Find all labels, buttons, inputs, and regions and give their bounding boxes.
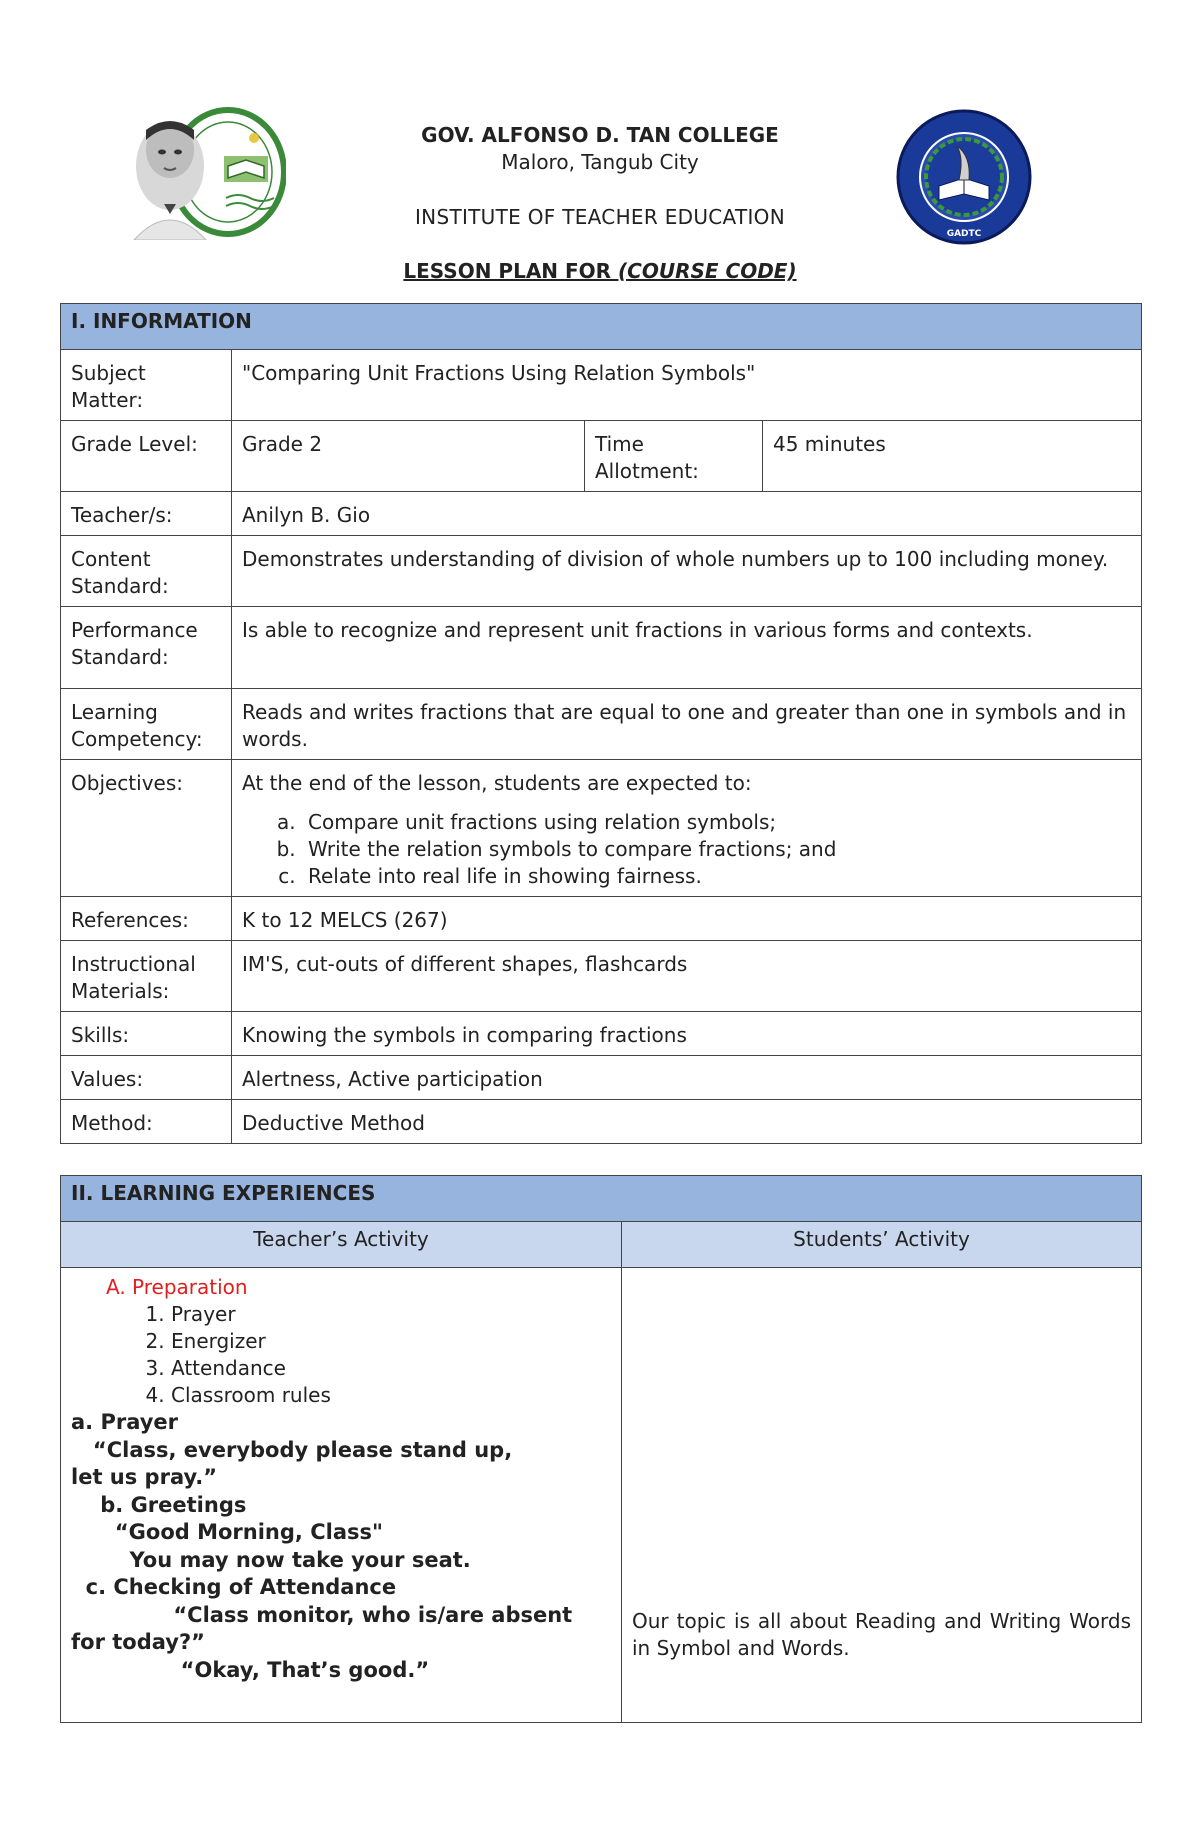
content-standard-value: Demonstrates understanding of division of whole numbers up to 100 including money. xyxy=(232,536,1142,607)
script-line: b. Greetings xyxy=(71,1492,247,1517)
teacher-education-seal-icon xyxy=(893,108,1035,246)
preparation-item: 1. Prayer xyxy=(171,1301,611,1328)
script-line: a. Prayer xyxy=(71,1410,179,1434)
lesson-plan-prefix: LESSON PLAN FOR xyxy=(403,259,619,283)
learning-experiences-heading: II. LEARNING EXPERIENCES xyxy=(61,1176,1142,1222)
method-value: Deductive Method xyxy=(232,1100,1142,1144)
information-table xyxy=(60,303,1142,1144)
materials-value: IM'S, cut-outs of different shapes, flashcards xyxy=(232,941,1142,1012)
college-address: Maloro, Tangub City xyxy=(501,150,699,174)
skills-label: Skills: xyxy=(61,1012,232,1056)
information-heading: I. INFORMATION xyxy=(61,304,1142,350)
objective-item: b. Write the relation symbols to compare fractions; and xyxy=(302,836,1131,863)
objectives-intro: At the end of the lesson, students are expected to: xyxy=(242,771,752,795)
preparation-item: 2. Energizer xyxy=(171,1328,611,1355)
objective-item: a. Compare unit fractions using relation symbols; xyxy=(302,809,1131,836)
teacher-activity-header: Teacher’s Activity xyxy=(61,1222,622,1268)
method-label: Method: xyxy=(61,1100,232,1144)
script-line: You may now take your seat. xyxy=(71,1547,471,1572)
script-line: c. Checking of Attendance xyxy=(71,1575,397,1599)
teachers-label: Teacher/s: xyxy=(61,492,232,536)
references-value: K to 12 MELCS (267) xyxy=(232,897,1142,941)
grade-level-value: Grade 2 xyxy=(232,421,585,492)
course-code: (COURSE CODE) xyxy=(618,259,797,283)
objectives-list xyxy=(242,809,1131,890)
materials-label: Instructional Materials: xyxy=(61,941,232,1012)
performance-standard-value: Is able to recognize and represent unit fractions in various forms and contexts. xyxy=(232,607,1142,689)
time-allotment-label: Time Allotment: xyxy=(585,421,763,492)
svg-text:GADTC: GADTC xyxy=(946,229,982,239)
values-value: Alertness, Active participation xyxy=(232,1056,1142,1100)
script-line: let us pray.” xyxy=(71,1465,218,1489)
students-activity-header: Students’ Activity xyxy=(622,1222,1142,1268)
college-name: GOV. ALFONSO D. TAN COLLEGE xyxy=(421,123,779,147)
teacher-activity-cell xyxy=(61,1268,622,1723)
preparation-heading: A. Preparation xyxy=(106,1275,248,1299)
references-label: References: xyxy=(61,897,232,941)
content-standard-label: Content Standard: xyxy=(61,536,232,607)
lesson-plan-title xyxy=(0,259,1200,283)
learning-competency-value: Reads and writes fractions that are equal to one and greater than one in symbols and in words. xyxy=(232,689,1142,760)
script-line: “Good Morning, Class" xyxy=(71,1520,383,1544)
values-label: Values: xyxy=(61,1056,232,1100)
script-line: “Okay, That’s good.” xyxy=(71,1657,430,1682)
teacher-script xyxy=(71,1409,611,1684)
performance-standard-label: Performance Standard: xyxy=(61,607,232,689)
subject-matter-value: "Comparing Unit Fractions Using Relation Symbols" xyxy=(232,350,1142,421)
objectives-label: Objectives: xyxy=(61,760,232,897)
grade-level-label: Grade Level: xyxy=(61,421,232,492)
preparation-list xyxy=(71,1301,611,1409)
preparation-item: 4. Classroom rules xyxy=(171,1382,611,1409)
time-allotment-value: 45 minutes xyxy=(763,421,1142,492)
institute-name: INSTITUTE OF TEACHER EDUCATION xyxy=(414,205,785,229)
script-line: “Class, everybody please stand up, xyxy=(71,1437,513,1462)
script-line: for today?” xyxy=(71,1630,205,1654)
document-header xyxy=(0,0,1200,300)
subject-matter-label: Subject Matter: xyxy=(61,350,232,421)
script-line: “Class monitor, who is/are absent xyxy=(71,1602,573,1627)
skills-value: Knowing the symbols in comparing fractions xyxy=(232,1012,1142,1056)
learning-competency-label: Learning Competency: xyxy=(61,689,232,760)
learning-experiences-table xyxy=(60,1175,1142,1723)
preparation-item: 3. Attendance xyxy=(171,1355,611,1382)
objectives-cell xyxy=(232,760,1142,897)
teachers-value: Anilyn B. Gio xyxy=(232,492,1142,536)
students-activity-cell: Our topic is all about Reading and Writing Words in Symbol and Words. xyxy=(622,1268,1142,1723)
objective-item: c. Relate into real life in showing fairness. xyxy=(302,863,1131,890)
